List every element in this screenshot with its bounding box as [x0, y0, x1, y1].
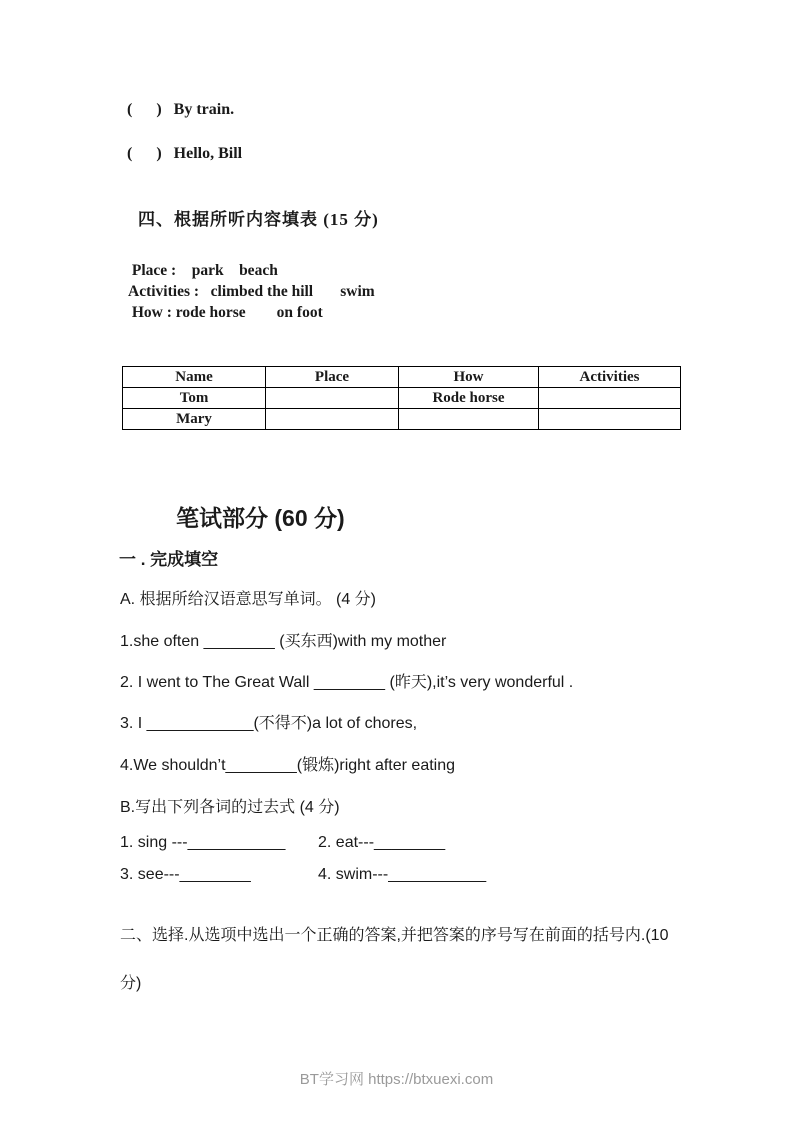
table-row-tom — [123, 388, 681, 409]
table-cell — [266, 388, 399, 409]
past-tense-item-eat: 2. eat---________ — [318, 834, 446, 851]
section2-heading: 二、选择.从选项中选出一个正确的答案,并把答案的序号写在前面的括号内.(10分) — [120, 927, 669, 992]
wordbank-line-place: Place : park beach — [128, 262, 278, 279]
past-tense-item-see: 3. see---________ — [120, 866, 251, 883]
fill-blank-item-4: 4.We shouldn’t________(锻炼)right after eating — [120, 757, 456, 774]
answer-bracket: ( ) — [127, 145, 162, 162]
past-tense-item-swim: 4. swim---___________ — [318, 866, 487, 883]
written-part-heading: 笔试部分 (60 分) — [176, 505, 345, 531]
answer-row-by-train — [127, 101, 234, 119]
table-header-how: How — [399, 367, 539, 388]
table-cell: Mary — [123, 409, 266, 430]
table-cell — [266, 409, 399, 430]
past-tense-pair-row-2 — [120, 866, 486, 884]
answer-text: Hello, Bill — [173, 145, 243, 162]
wordbank-line-how: How : rode horse on foot — [128, 304, 323, 321]
wordbank-line-activities: Activities : climbed the hill swim — [128, 283, 375, 300]
table-cell — [539, 409, 681, 430]
answer-row-hello-bill — [127, 145, 242, 163]
partA-heading: A. 根据所给汉语意思写单词。 (4 分) — [120, 591, 377, 608]
table-row-mary — [123, 409, 681, 430]
listening-table — [122, 366, 681, 430]
answer-bracket: ( ) — [127, 101, 162, 118]
wordbank — [128, 260, 375, 323]
fill-blank-item-2: 2. I went to The Great Wall ________ (昨天),it’s very wonderful . — [120, 674, 574, 691]
table-cell — [539, 388, 681, 409]
fill-blank-item-1: 1.she often ________ (买东西)with my mother — [120, 633, 447, 650]
table-header-place: Place — [266, 367, 399, 388]
table-header-name: Name — [123, 367, 266, 388]
table-header-row — [123, 367, 681, 388]
past-tense-item-sing: 1. sing ---___________ — [120, 834, 286, 851]
footer-watermark: BT学习网 https://btxuexi.com — [299, 1071, 494, 1088]
table-header-activities: Activities — [539, 367, 681, 388]
past-tense-pair-row-1 — [120, 834, 445, 852]
partB-heading: B.写出下列各词的过去式 (4 分) — [120, 799, 340, 816]
table-cell — [399, 409, 539, 430]
answer-text: By train. — [173, 101, 235, 118]
section4-heading: 四、根据所听内容填表 (15 分) — [138, 210, 379, 229]
table-cell: Tom — [123, 388, 266, 409]
fill-blank-item-3: 3. I ____________(不得不)a lot of chores, — [120, 715, 418, 732]
table-cell: Rode horse — [399, 388, 539, 409]
section1-heading: 一 . 完成填空 — [119, 550, 219, 569]
